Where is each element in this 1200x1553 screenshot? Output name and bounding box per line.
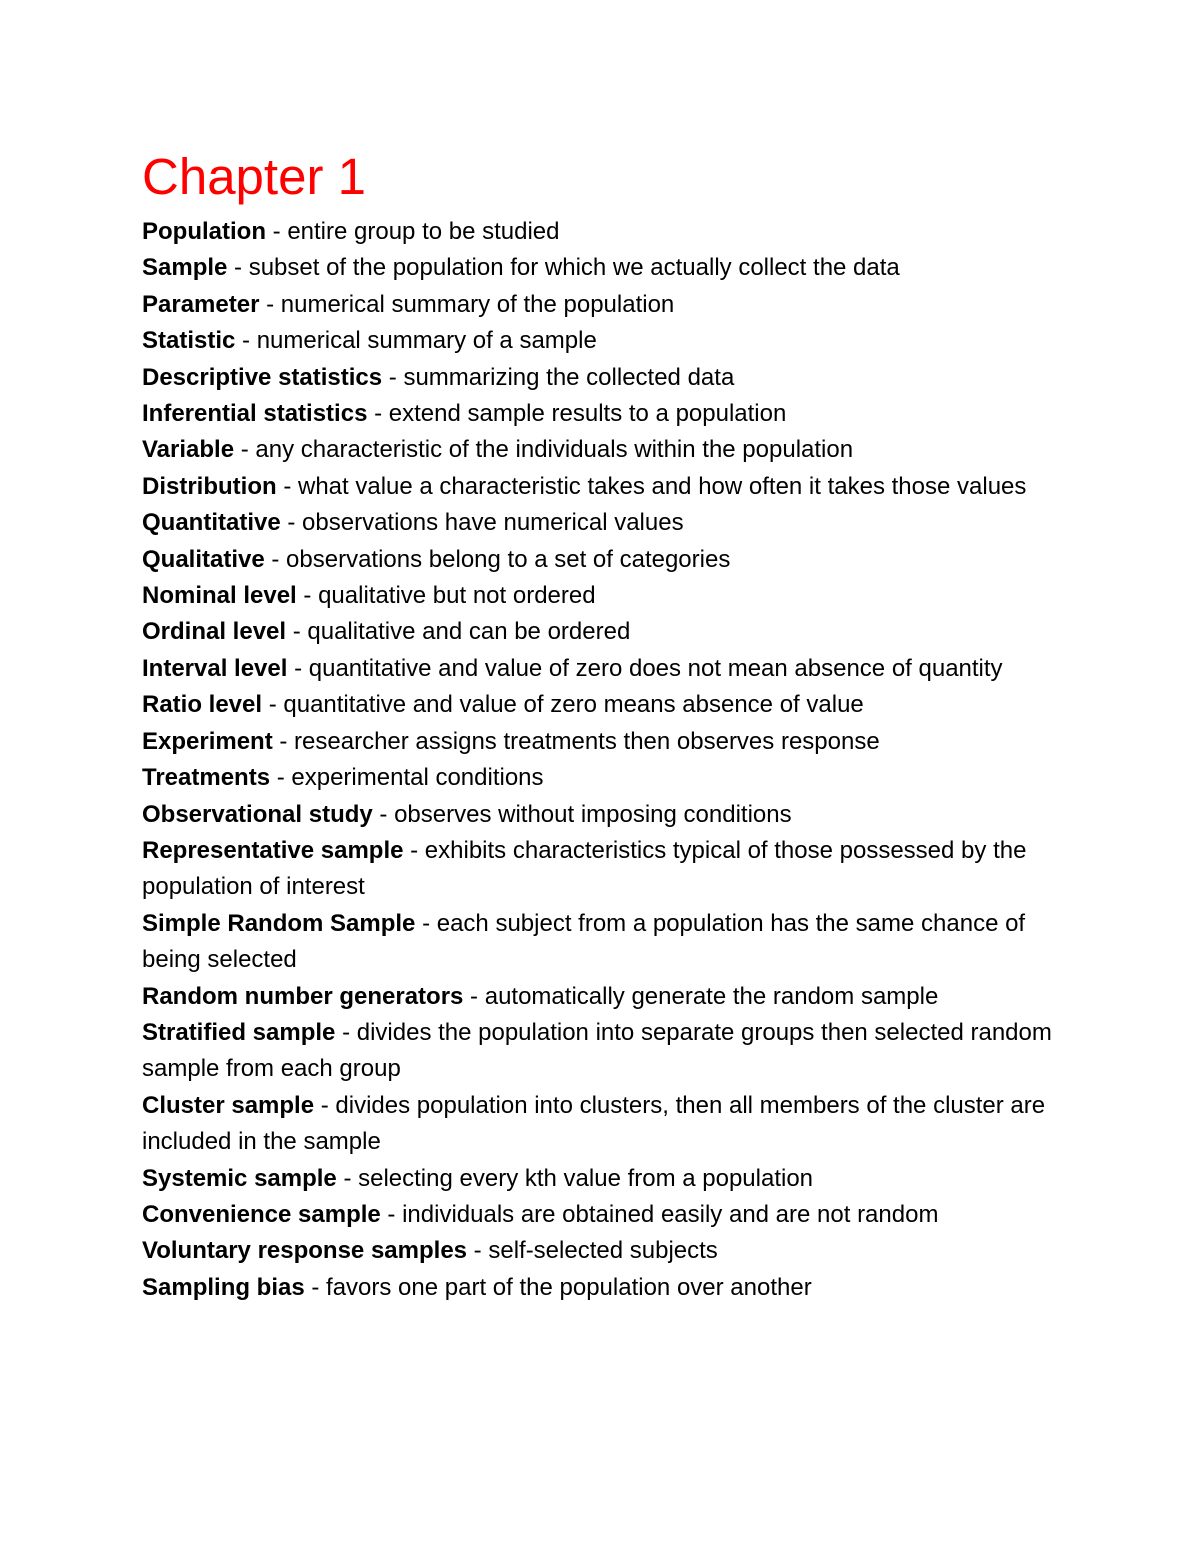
chapter-title: Chapter 1 bbox=[142, 148, 366, 205]
term-separator: - bbox=[286, 618, 308, 646]
glossary-term: Sample bbox=[142, 254, 228, 282]
glossary-entry bbox=[142, 214, 1062, 250]
glossary-definition: exhibits characteristics typical of those possessed by the population of interest bbox=[142, 836, 1027, 901]
term-separator: - bbox=[265, 218, 288, 245]
glossary-term: Convenience sample bbox=[142, 1200, 381, 1228]
glossary-entry bbox=[142, 432, 1062, 468]
glossary-entry bbox=[142, 760, 1062, 796]
term-separator: - bbox=[276, 472, 298, 500]
glossary-term: Quantitative bbox=[142, 509, 281, 537]
term-separator: - bbox=[234, 436, 256, 464]
glossary-definition: extend sample results to a population bbox=[388, 400, 787, 428]
term-separator: - bbox=[304, 1273, 327, 1301]
glossary-definition: self-selected subjects bbox=[488, 1237, 718, 1265]
term-separator: - bbox=[262, 691, 284, 719]
glossary-term: Voluntary response samples bbox=[142, 1237, 468, 1265]
glossary-entry bbox=[142, 1161, 1062, 1197]
term-separator: - bbox=[264, 545, 287, 573]
term-separator: - bbox=[296, 582, 319, 610]
document-content bbox=[142, 140, 1062, 1306]
term-separator: - bbox=[259, 290, 281, 318]
glossary-definition: experimental conditions bbox=[291, 764, 544, 792]
term-separator: - bbox=[287, 654, 309, 682]
glossary-entry bbox=[142, 906, 1062, 979]
glossary-term: Parameter bbox=[142, 290, 260, 318]
glossary-entry bbox=[142, 505, 1062, 541]
glossary-term: Experiment bbox=[142, 727, 273, 755]
glossary-term: Population bbox=[142, 218, 266, 245]
glossary-entry bbox=[142, 396, 1062, 432]
glossary-definition: each subject from a population has the same chance of being selected bbox=[142, 909, 1026, 974]
term-separator: - bbox=[372, 800, 395, 828]
glossary-entry bbox=[142, 1015, 1062, 1088]
glossary-term: Treatments bbox=[142, 764, 271, 792]
glossary-entry bbox=[142, 1270, 1062, 1306]
glossary-term: Simple Random Sample bbox=[142, 909, 416, 937]
term-separator: - bbox=[227, 254, 249, 282]
term-separator: - bbox=[336, 1164, 359, 1192]
glossary-term: Sampling bias bbox=[142, 1273, 305, 1301]
glossary-definition: qualitative and can be ordered bbox=[307, 618, 631, 646]
term-separator: - bbox=[367, 400, 389, 428]
glossary-term: Distribution bbox=[142, 472, 277, 500]
glossary-entry bbox=[142, 979, 1062, 1015]
glossary-entry bbox=[142, 250, 1062, 286]
glossary-term: Inferential statistics bbox=[142, 400, 368, 428]
term-separator: - bbox=[280, 509, 303, 537]
term-separator: - bbox=[314, 1091, 336, 1119]
glossary-term: Nominal level bbox=[142, 582, 297, 610]
glossary-definition: subset of the population for which we actually collect the data bbox=[248, 254, 900, 282]
glossary-definition: researcher assigns treatments then observes response bbox=[294, 727, 880, 755]
glossary-term: Representative sample bbox=[142, 836, 404, 864]
term-separator: - bbox=[270, 764, 292, 792]
glossary-entry bbox=[142, 614, 1062, 650]
glossary-entry bbox=[142, 797, 1062, 833]
glossary-term: Descriptive statistics bbox=[142, 363, 383, 391]
term-separator: - bbox=[382, 363, 404, 391]
glossary-entry bbox=[142, 651, 1062, 687]
glossary-entry bbox=[142, 287, 1062, 323]
glossary-term: Cluster sample bbox=[142, 1091, 315, 1119]
term-separator: - bbox=[272, 727, 295, 755]
glossary-entry bbox=[142, 724, 1062, 760]
glossary-definition: quantitative and value of zero means absence of value bbox=[283, 691, 864, 719]
glossary-term: Qualitative bbox=[142, 545, 265, 573]
term-separator: - bbox=[415, 909, 437, 937]
glossary-term: Ratio level bbox=[142, 691, 263, 719]
term-separator: - bbox=[467, 1237, 489, 1265]
glossary-entry bbox=[142, 687, 1062, 723]
glossary-definition: selecting every kth value from a population bbox=[358, 1164, 814, 1192]
glossary-list bbox=[142, 214, 1062, 1306]
glossary-definition: numerical summary of the population bbox=[280, 290, 675, 318]
glossary-entry bbox=[142, 1197, 1062, 1233]
glossary-definition: automatically generate the random sample bbox=[484, 982, 939, 1010]
glossary-definition: numerical summary of a sample bbox=[256, 327, 597, 355]
glossary-definition: qualitative but not ordered bbox=[318, 582, 596, 610]
glossary-term: Statistic bbox=[142, 327, 236, 355]
glossary-term: Ordinal level bbox=[142, 618, 287, 646]
glossary-term: Stratified sample bbox=[142, 1018, 336, 1046]
glossary-entry bbox=[142, 542, 1062, 578]
glossary-definition: divides the population into separate groups then selected random sample from each group bbox=[142, 1018, 1052, 1083]
glossary-definition: observes without imposing conditions bbox=[394, 800, 792, 828]
glossary-definition: individuals are obtained easily and are not random bbox=[402, 1200, 939, 1228]
term-separator: - bbox=[235, 327, 257, 355]
glossary-entry bbox=[142, 1088, 1062, 1161]
glossary-definition: observations have numerical values bbox=[302, 509, 684, 537]
term-separator: - bbox=[335, 1018, 357, 1046]
glossary-entry bbox=[142, 833, 1062, 906]
glossary-term: Observational study bbox=[142, 800, 373, 828]
glossary-entry bbox=[142, 578, 1062, 614]
glossary-definition: divides population into clusters, then all members of the cluster are included in the sample bbox=[142, 1091, 1046, 1156]
glossary-definition: entire group to be studied bbox=[287, 218, 560, 245]
glossary-entry bbox=[142, 469, 1062, 505]
term-separator: - bbox=[380, 1200, 403, 1228]
glossary-term: Variable bbox=[142, 436, 235, 464]
glossary-definition: quantitative and value of zero does not mean absence of quantity bbox=[308, 654, 1003, 682]
glossary-term: Interval level bbox=[142, 654, 288, 682]
glossary-term: Random number generators bbox=[142, 982, 464, 1010]
glossary-definition: observations belong to a set of categories bbox=[286, 545, 731, 573]
glossary-term: Systemic sample bbox=[142, 1164, 337, 1192]
glossary-definition: summarizing the collected data bbox=[403, 363, 735, 391]
glossary-entry bbox=[142, 323, 1062, 359]
glossary-entry bbox=[142, 360, 1062, 396]
glossary-definition: favors one part of the population over another bbox=[326, 1273, 812, 1301]
term-separator: - bbox=[463, 982, 485, 1010]
term-separator: - bbox=[403, 836, 425, 864]
glossary-definition: any characteristic of the individuals within the population bbox=[255, 436, 854, 464]
glossary-entry bbox=[142, 1233, 1062, 1269]
glossary-definition: what value a characteristic takes and how often it takes those values bbox=[297, 472, 1027, 500]
